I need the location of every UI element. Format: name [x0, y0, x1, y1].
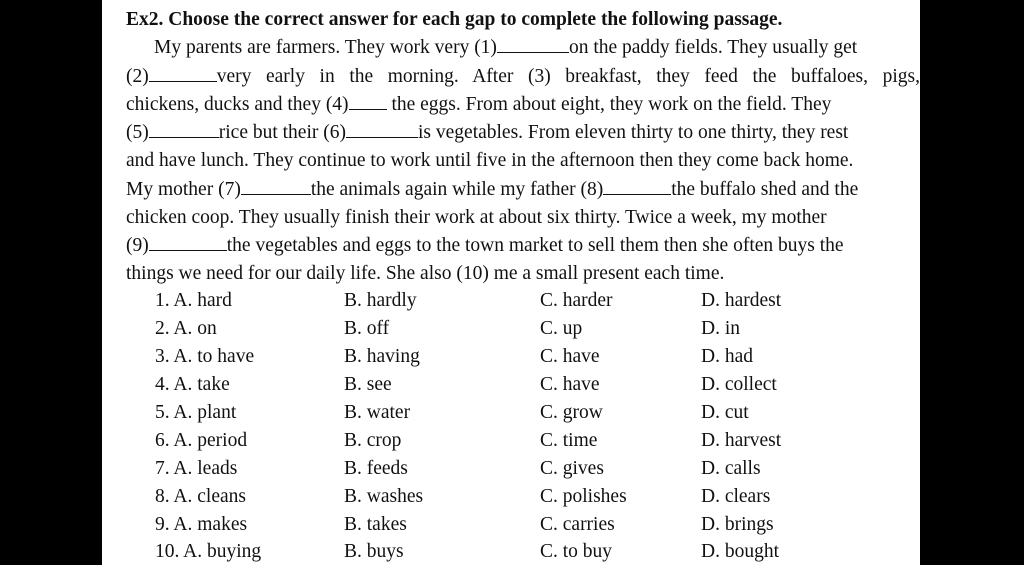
passage-line-7: chicken coop. They usually finish their work at about six thirty. Twice a week, my mother: [126, 207, 827, 228]
option-4d: D. collect: [701, 374, 777, 395]
option-7a: 7. A. leads: [155, 458, 238, 479]
option-3b: B. having: [344, 346, 420, 367]
passage-line-8: (9) the vegetables and eggs to the town market to sell them then she often buys the: [126, 235, 844, 256]
option-5d: D. cut: [701, 402, 749, 423]
option-5a: 5. A. plant: [155, 402, 237, 423]
option-6a: 6. A. period: [155, 430, 248, 451]
option-9d: D. brings: [701, 514, 774, 535]
passage-line-6: My mother (7) the animals again while my father (8) the buffalo shed and the: [126, 179, 859, 200]
option-9c: C. carries: [540, 514, 615, 535]
exercise-title: Ex2. Choose the correct answer for each gap to complete the following passage.: [126, 9, 783, 30]
option-1a: 1. A. hard: [155, 290, 232, 311]
gap-8: [603, 178, 671, 195]
option-7c: C. gives: [540, 458, 604, 479]
passage-line-3: chickens, ducks and they (4) the eggs. From about eight, they work on the field. They: [126, 94, 832, 115]
option-7d: D. calls: [701, 458, 761, 479]
option-2c: C. up: [540, 318, 583, 339]
option-2a: 2. A. on: [155, 318, 217, 339]
gap-2: [149, 65, 217, 82]
option-3c: C. have: [540, 346, 600, 367]
gap-5: [149, 121, 219, 138]
option-10b: B. buys: [344, 541, 404, 562]
gap-4: [349, 93, 387, 110]
worksheet-page: [102, 0, 920, 565]
gap-6: [346, 121, 418, 138]
option-8a: 8. A. cleans: [155, 486, 246, 507]
option-4c: C. have: [540, 374, 600, 395]
gap-7: [241, 178, 311, 195]
passage-line-9: things we need for our daily life. She also (10) me a small present each time.: [126, 263, 725, 284]
option-8d: D. clears: [701, 486, 771, 507]
passage-line-2: (2) very early in the morning. After (3) breakfast, they feed the buffaloes, pigs,: [126, 66, 920, 87]
option-2b: B. off: [344, 318, 390, 339]
option-1d: D. hardest: [701, 290, 782, 311]
option-2d: D. in: [701, 318, 740, 339]
option-10a: 10. A. buying: [155, 541, 262, 562]
gap-9: [149, 234, 227, 251]
option-3a: 3. A. to have: [155, 346, 255, 367]
option-1b: B. hardly: [344, 290, 417, 311]
option-10c: C. to buy: [540, 541, 613, 562]
option-8b: B. washes: [344, 486, 424, 507]
option-7b: B. feeds: [344, 458, 408, 479]
gap-1: [497, 36, 569, 53]
option-9b: B. takes: [344, 514, 407, 535]
passage-line-4: (5) rice but their (6) is vegetables. From eleven thirty to one thirty, they rest: [126, 122, 849, 143]
option-9a: 9. A. makes: [155, 514, 248, 535]
option-3d: D. had: [701, 346, 753, 367]
option-10d: D. bought: [701, 541, 779, 562]
passage-line-1: My parents are farmers. They work very (1) on the paddy fields. They usually get: [154, 37, 858, 58]
option-5b: B. water: [344, 402, 411, 423]
passage-line-5: and have lunch. They continue to work until five in the afternoon then they come back home.: [126, 150, 854, 171]
option-8c: C. polishes: [540, 486, 627, 507]
option-5c: C. grow: [540, 402, 603, 423]
option-4b: B. see: [344, 374, 392, 395]
option-6b: B. crop: [344, 430, 402, 451]
option-4a: 4. A. take: [155, 374, 230, 395]
option-6d: D. harvest: [701, 430, 782, 451]
option-1c: C. harder: [540, 290, 613, 311]
option-6c: C. time: [540, 430, 598, 451]
